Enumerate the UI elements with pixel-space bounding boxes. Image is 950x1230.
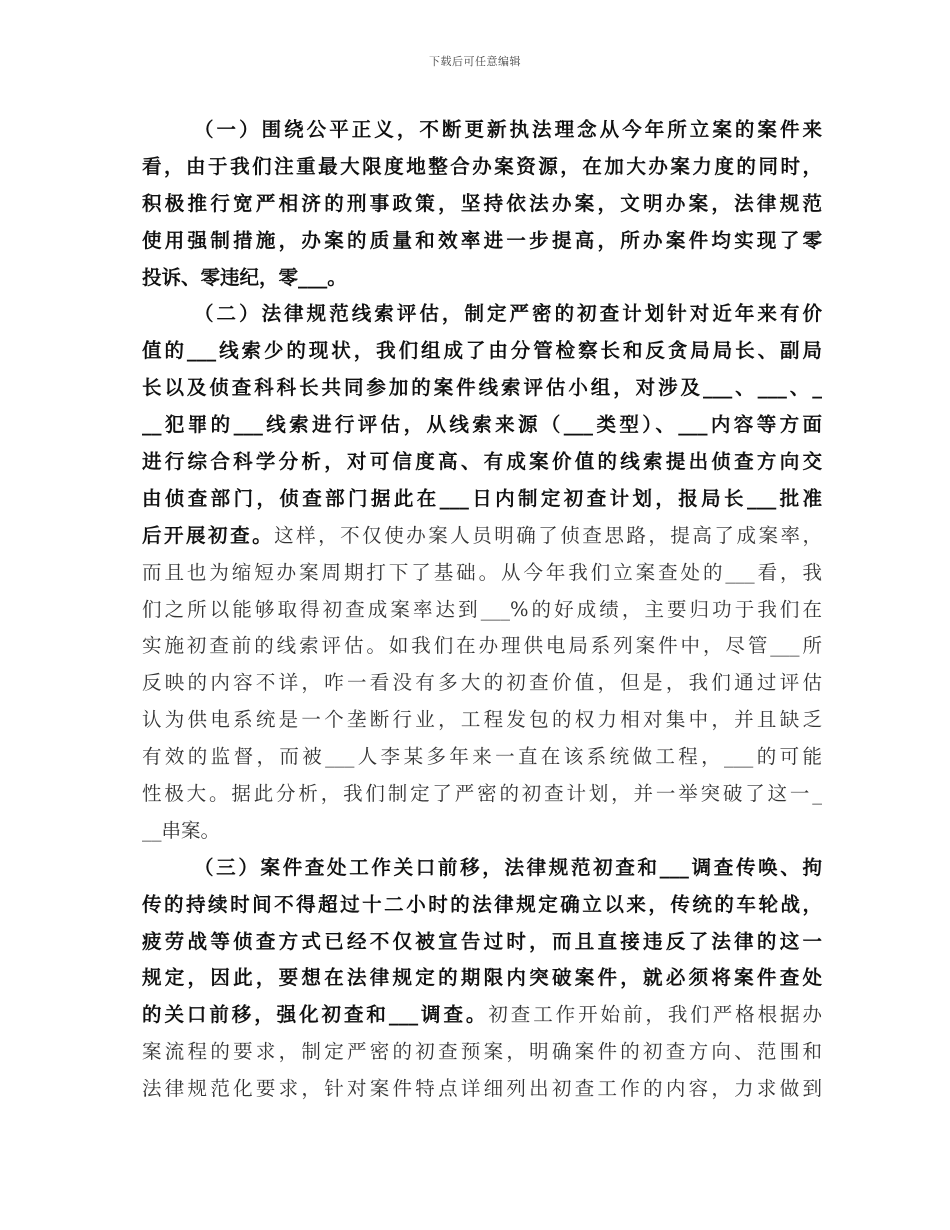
text-line xyxy=(142,702,822,739)
text-line xyxy=(142,665,822,702)
regular-text: 这样，不仅使办案人员明确了侦查思路，提高了成案率， xyxy=(274,523,822,547)
text-line xyxy=(142,739,822,776)
bold-text: （二）法律规范线索评估，制定严密的初查计划针对近年来有价 xyxy=(194,302,822,326)
regular-text: 而且也为缩短办案周期打下了基础。从今年我们立案查处的___看，我 xyxy=(142,560,822,584)
text-line xyxy=(142,186,822,223)
regular-text: 初查工作开始前，我们严格根据办 xyxy=(488,1003,822,1027)
text-line xyxy=(142,296,822,333)
text-line xyxy=(142,481,822,518)
bold-text: 规定，因此，要想在法律规定的期限内突破案件，就必须将案件查处 xyxy=(142,966,822,990)
text-line xyxy=(142,407,822,444)
regular-text: 案流程的要求，制定严密的初查预案，明确案件的初查方向、范围和 xyxy=(142,1040,822,1064)
regular-text: __串案。 xyxy=(142,818,221,842)
text-line xyxy=(142,444,822,481)
bold-text: 进行综合科学分析，对可信度高、有成案价值的线索提出侦查方向交 xyxy=(142,450,822,474)
text-line xyxy=(142,813,822,850)
bold-text: 看，由于我们注重最大限度地整合办案资源，在加大办案力度的同时， xyxy=(142,154,822,178)
text-line xyxy=(142,924,822,961)
bold-text: 积极推行宽严相济的刑事政策，坚持依法办案，文明办案，法律规范 xyxy=(142,191,822,215)
document-body xyxy=(142,112,822,1108)
bold-text: （一）围绕公平正义，不断更新执法理念从今年所立案的案件来 xyxy=(194,118,822,141)
text-line xyxy=(142,628,822,665)
text-line xyxy=(142,149,822,186)
text-line xyxy=(142,960,822,997)
bold-text: 投诉、零违纪，零___。 xyxy=(142,265,347,289)
text-line xyxy=(142,1034,822,1071)
bold-text: 使用强制措施，办案的质量和效率进一步提高，所办案件均实现了零 xyxy=(142,228,822,252)
text-line xyxy=(142,776,822,813)
text-line xyxy=(142,555,822,592)
regular-text: 有效的监督，而被___人李某多年来一直在该系统做工程，___的可能 xyxy=(142,745,822,769)
bold-text: 的关口前移，强化初查和___调查。 xyxy=(142,1003,489,1027)
regular-text: 法律规范化要求，针对案件特点详细列出初查工作的内容，力求做到 xyxy=(142,1077,822,1101)
bold-text: 值的___线索少的现状，我们组成了由分管检察长和反贪局局长、副局 xyxy=(142,339,822,363)
text-line xyxy=(142,887,822,924)
text-line xyxy=(142,592,822,629)
text-line xyxy=(142,850,822,887)
bold-text: 传的持续时间不得超过十二小时的法律规定确立以来，传统的车轮战， xyxy=(142,892,822,916)
page-header: 下载后可任意编辑 xyxy=(429,55,521,68)
text-line xyxy=(142,333,822,370)
regular-text: 实施初查前的线索评估。如我们在办理供电局系列案件中，尽管___所 xyxy=(142,634,822,658)
bold-text: 后开展初查。 xyxy=(142,523,275,547)
text-line xyxy=(142,997,822,1034)
text-line xyxy=(142,260,822,297)
bold-text: （三）案件查处工作关口前移，法律规范初查和___调查传唤、拘 xyxy=(194,855,822,879)
bold-text: __犯罪的___线索进行评估，从线索来源（___类型）、___内容等方面 xyxy=(142,413,822,437)
bold-text: 疲劳战等侦查方式已经不仅被宣告过时，而且直接违反了法律的这一 xyxy=(142,929,822,953)
text-line xyxy=(142,112,822,149)
regular-text: 们之所以能够取得初查成案率达到___%的好成绩，主要归功于我们在 xyxy=(142,597,822,621)
bold-text: 长以及侦查科科长共同参加的案件线索评估小组，对涉及___、___、_ xyxy=(142,376,822,400)
text-line xyxy=(142,1071,822,1108)
text-line xyxy=(142,518,822,555)
regular-text: 认为供电系统是一个垄断行业，工程发包的权力相对集中，并且缺乏 xyxy=(142,708,822,732)
regular-text: 反映的内容不详，咋一看没有多大的初查价值，但是，我们通过评估 xyxy=(142,671,822,695)
text-line xyxy=(142,223,822,260)
bold-text: 由侦查部门，侦查部门据此在___日内制定初查计划，报局长___批准 xyxy=(142,486,822,510)
regular-text: 性极大。据此分析，我们制定了严密的初查计划，并一举突破了这一_ xyxy=(142,782,822,806)
text-line xyxy=(142,370,822,407)
